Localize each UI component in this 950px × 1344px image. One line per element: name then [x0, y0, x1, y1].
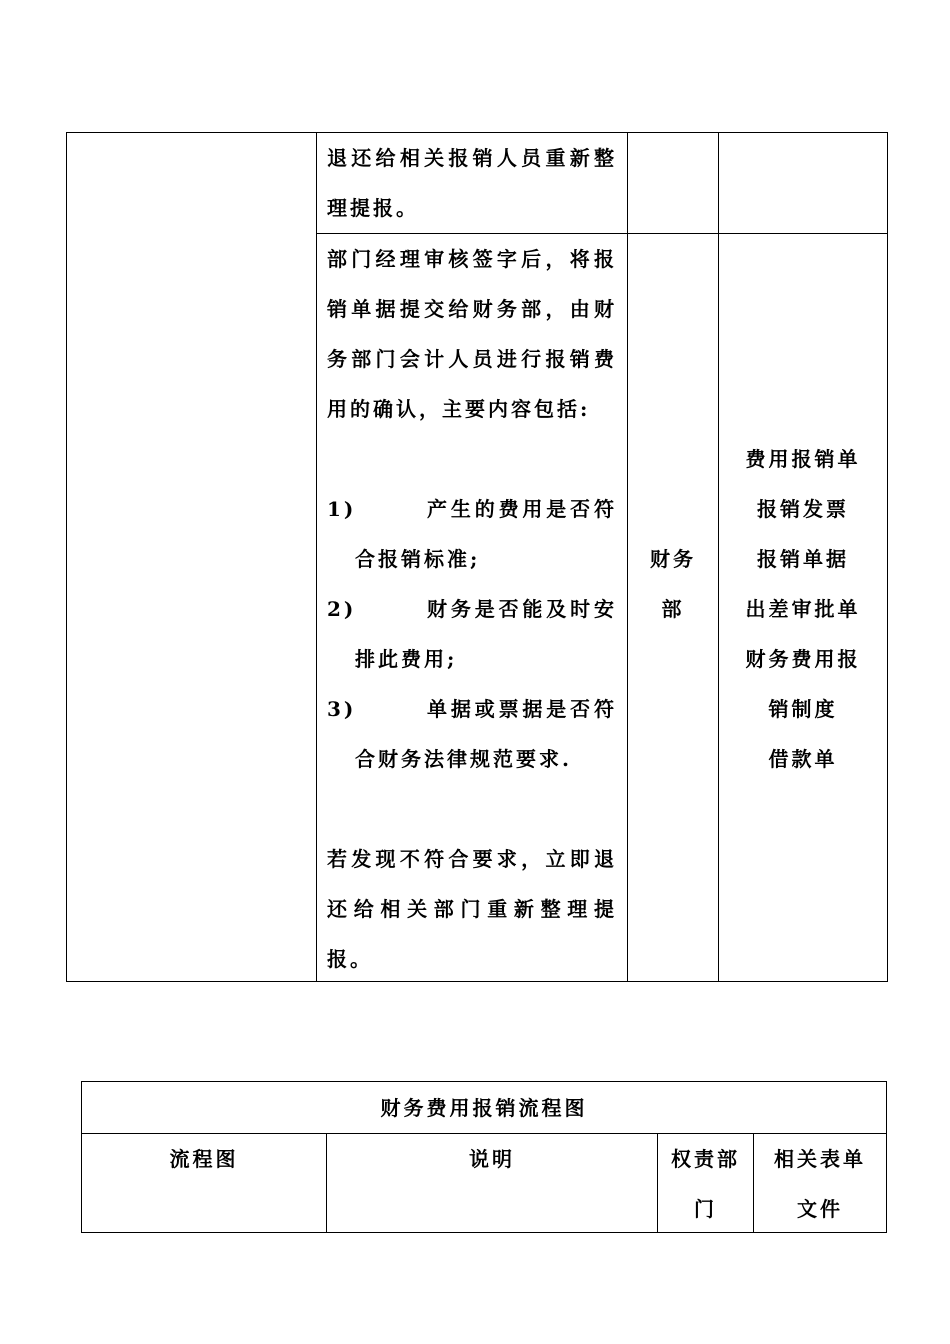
row2-department-cell [627, 233, 719, 982]
form-item: 出差审批单 [745, 597, 861, 621]
row1-forms-cell [718, 132, 888, 234]
list-item [327, 684, 617, 834]
department-line: 财务 [650, 547, 696, 571]
list-item-text: 产生的费用是否符合报销标准; [355, 497, 617, 571]
form-item: 费用报销单 [745, 447, 861, 471]
department-line: 部 [661, 597, 685, 621]
row2-intro-text: 部门经理审核签字后，将报销单据提交给财务部，由财务部门会计人员进行报销费用的确认，主要内容包括: [327, 247, 617, 421]
header-flowchart: 流程图 [169, 1147, 239, 1171]
row2-description-cell [316, 233, 628, 982]
header-department-line: 门 [694, 1197, 717, 1221]
row2-forms-cell [718, 233, 888, 982]
list-item-text: 财务是否能及时安排此费用; [355, 597, 617, 671]
list-item-text: 单据或票据是否符合财务法律规范要求. [355, 697, 617, 771]
list-item-number: 1) [327, 497, 357, 521]
header-description: 说明 [469, 1147, 515, 1171]
form-item: 报销单据 [757, 547, 849, 571]
row1-description-text: 退还给相关报销人员重新整理提报。 [327, 146, 617, 220]
header-department-line: 权责部 [671, 1147, 740, 1171]
list-item [327, 584, 617, 684]
table-title: 财务费用报销流程图 [380, 1096, 588, 1120]
table-title-cell [81, 1081, 887, 1134]
header-forms-line: 文件 [797, 1197, 843, 1221]
row1-description-cell [316, 132, 628, 234]
row1-department-cell [627, 132, 719, 234]
header-flowchart-cell [81, 1133, 327, 1233]
form-item: 财务费用报 [745, 647, 861, 671]
form-item: 借款单 [768, 747, 838, 771]
header-department-cell [657, 1133, 754, 1233]
flowchart-cell [66, 132, 317, 982]
header-description-cell [326, 1133, 658, 1233]
header-forms-cell [753, 1133, 887, 1233]
form-item: 报销发票 [757, 497, 849, 521]
list-item-number: 3) [327, 697, 357, 721]
form-item: 销制度 [768, 697, 838, 721]
list-item-number: 2) [327, 597, 357, 621]
list-item [327, 484, 617, 584]
header-forms-line: 相关表单 [774, 1147, 866, 1171]
row2-outro-text: 若发现不符合要求，立即退还给相关部门重新整理提报。 [327, 847, 617, 971]
